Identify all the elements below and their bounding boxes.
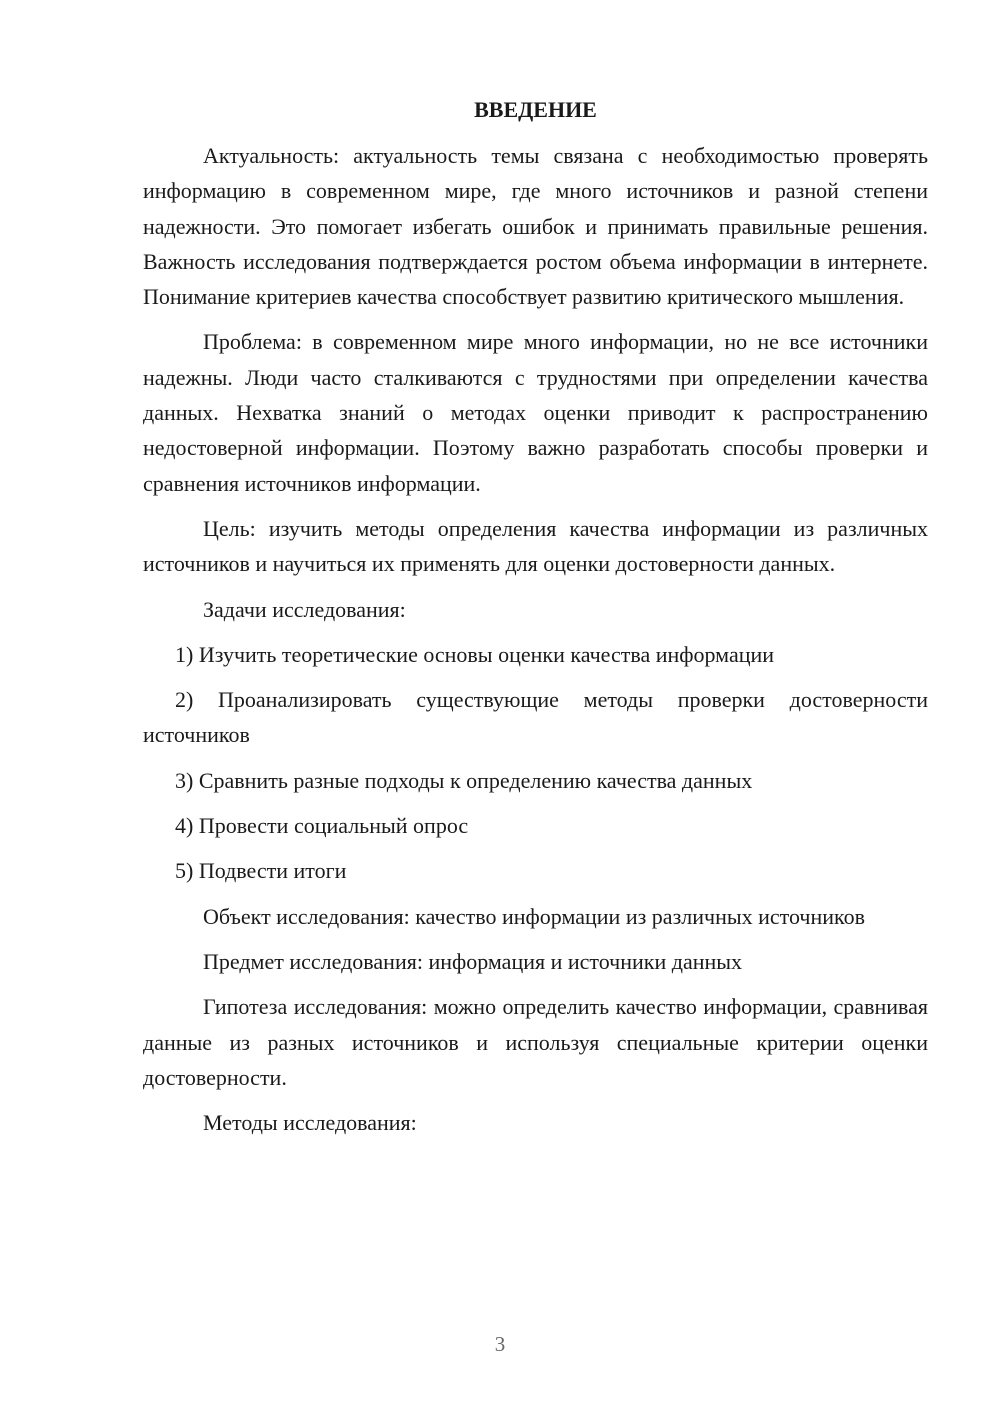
task-item: 5) Подвести итоги (175, 858, 347, 884)
paragraph-hypothesis: Гипотеза исследования: можно определить качество информации, сравнивая данные из разных источников и используя специальные критерии оценки достоверности. (143, 994, 928, 1090)
paragraph-tasks-heading: Задачи исследования: (203, 596, 406, 622)
section-title: ВВЕДЕНИЕ (474, 97, 597, 122)
page-number: 3 (494, 1332, 506, 1356)
task-list (143, 637, 928, 889)
task-item: 4) Провести социальный опрос (175, 813, 469, 839)
paragraph-goal: Цель: изучить методы определения качества информации из различных источников и научиться их применять для оценки достоверности данных. (143, 515, 928, 577)
paragraph-problem: Проблема: в современном мире много информации, но не все источники надежны. Люди часто сталкиваются с трудностями при определении качества данных. Нехватка знаний о методах оценки приводит к распространению недостоверной информации. Поэтому важно разработать способы проверки и сравнения источников информации. (143, 329, 928, 496)
task-item: 3) Сравнить разные подходы к определению качества данных (175, 767, 753, 793)
task-item: 2) Проанализировать существующие методы проверки достоверности источников (143, 687, 928, 748)
page-content (143, 92, 928, 1150)
paragraph-object: Объект исследования: качество информации из различных источников (203, 903, 865, 929)
task-item: 1) Изучить теоретические основы оценки качества информации (175, 641, 775, 667)
paragraph-subject: Предмет исследования: информация и источники данных (203, 948, 743, 974)
paragraph-methods: Методы исследования: (203, 1110, 417, 1136)
paragraph-relevance: Актуальность: актуальность темы связана с необходимостью проверять информацию в современном мире, где много источников и разной степени надежности. Это помогает избегать ошибок и принимать правильные решения. Важность исследования подтверждается ростом объема информации в интернете. Понимание критериев качества способствует развитию критического мышления. (143, 143, 928, 310)
